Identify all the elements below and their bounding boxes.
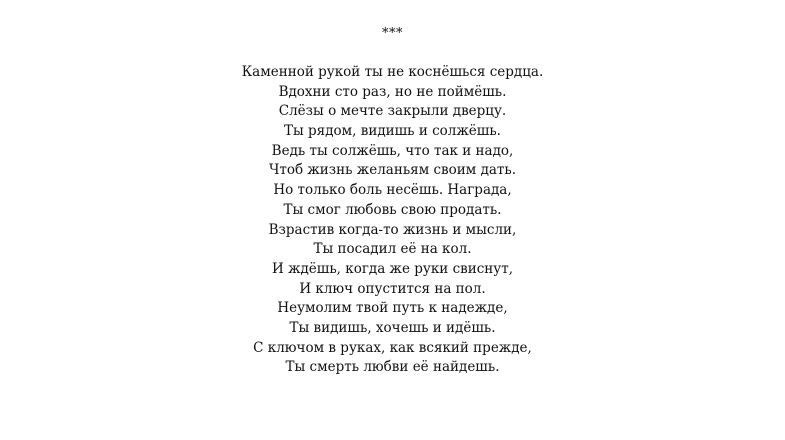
poem-line: Ты видишь, хочешь и идёшь.	[289, 319, 496, 336]
poem-lines	[0, 63, 785, 378]
poem	[0, 24, 785, 378]
poem-line: Неумолим твой путь к надежде,	[277, 300, 508, 317]
poem-line: Взрастив когда-то жизнь и мысли,	[268, 221, 517, 238]
poem-line: Ведь ты солжёшь, что так и надо,	[271, 142, 514, 159]
poem-line: Вдохни сто раз, но не поймёшь.	[278, 83, 507, 100]
poem-line: Каменной рукой ты не коснёшься сердца.	[241, 64, 544, 80]
poem-line: Ты посадил её на кол.	[313, 241, 472, 258]
poem-line: Но только боль несёшь. Награда,	[273, 182, 512, 199]
poem-line: Ты смерть любви её найдешь.	[285, 359, 500, 376]
poem-separator: ***	[382, 26, 403, 41]
poem-line: С ключом в руках, как всякий прежде,	[253, 339, 532, 356]
poem-line: Слёзы о мечте закрыли дверцу.	[278, 103, 507, 120]
poem-line: И ключ опустится на пол.	[299, 280, 486, 297]
poem-line: Чтоб жизнь желаньям своим дать.	[268, 162, 517, 179]
poem-line: Ты смог любовь свою продать.	[283, 201, 502, 218]
poem-line: И ждёшь, когда же руки свиснут,	[272, 260, 513, 277]
poem-line: Ты рядом, видишь и солжёшь.	[284, 123, 501, 140]
